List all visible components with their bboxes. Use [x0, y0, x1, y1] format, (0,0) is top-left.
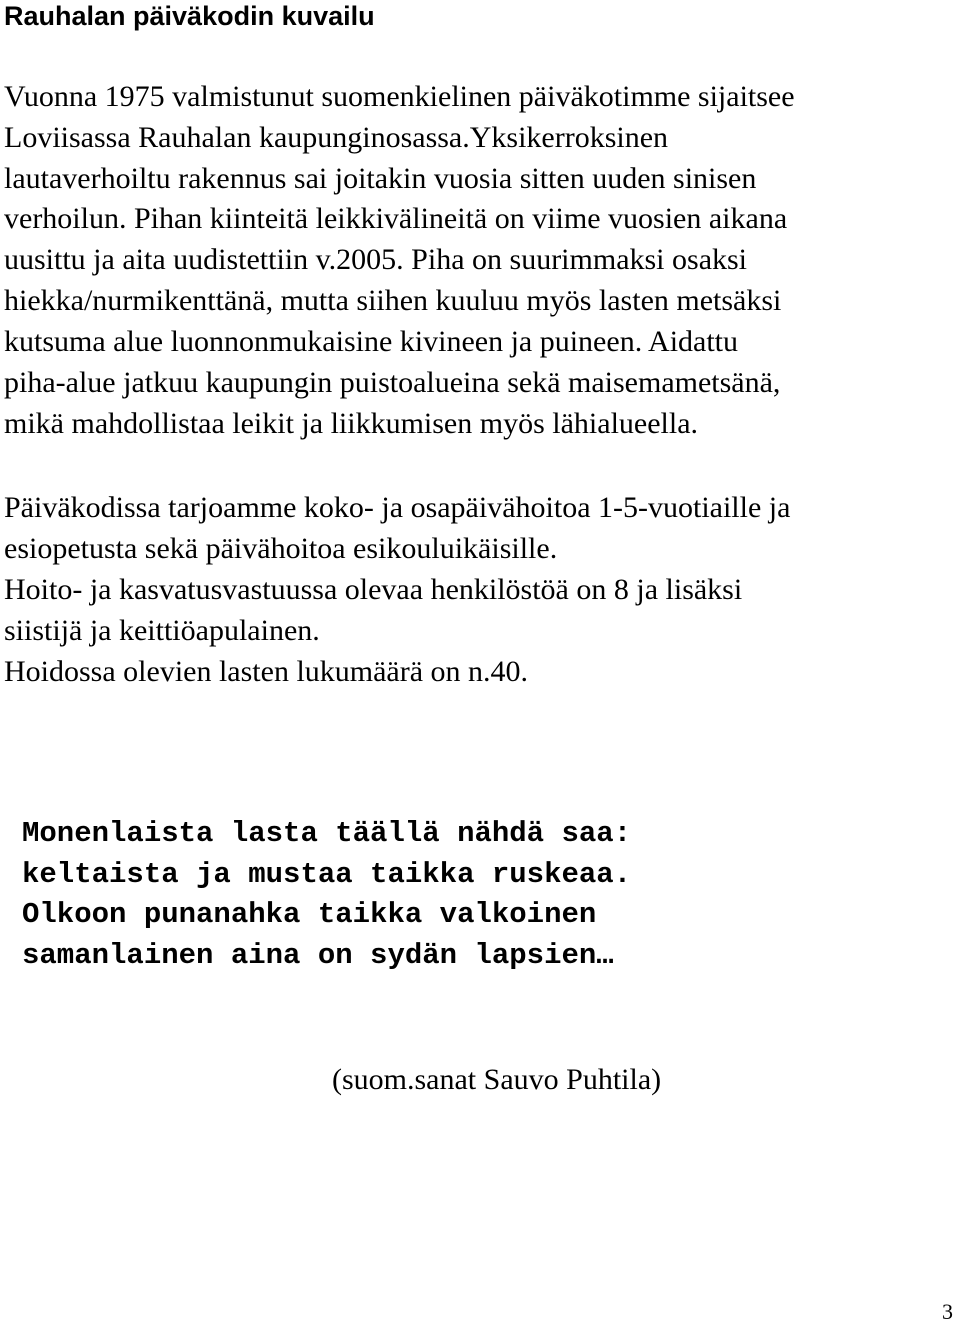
- text-line: hiekka/nurmikenttänä, mutta siihen kuuluu myös lasten metsäksi: [4, 284, 782, 317]
- text-line: Hoito- ja kasvatusvastuussa olevaa henkilöstöä on 8 ja lisäksi: [4, 573, 743, 606]
- poem-line: Olkoon punanahka taikka valkoinen: [22, 898, 597, 931]
- poem-line: keltaista ja mustaa taikka ruskeaa.: [22, 858, 632, 891]
- text-line: Vuonna 1975 valmistunut suomenkielinen päiväkotimme sijaitsee: [4, 80, 795, 113]
- text-line: Päiväkodissa tarjoamme koko- ja osapäivähoitoa 1-5-vuotiaille ja: [4, 491, 791, 524]
- poem-credit: (suom.sanat Sauvo Puhtila): [332, 1063, 662, 1096]
- text-line: mikä mahdollistaa leikit ja liikkumisen myös lähialueella.: [4, 407, 699, 440]
- text-line: kutsuma alue luonnonmukaisine kivineen ja puineen. Aidattu: [4, 325, 739, 358]
- poem-line: Monenlaista lasta täällä nähdä saa:: [22, 817, 632, 850]
- page-number: 3: [942, 1299, 953, 1324]
- text-line: esiopetusta sekä päivähoitoa esikouluikäisille.: [4, 532, 558, 565]
- text-line: piha-alue jatkuu kaupungin puistoalueina sekä maisemametsänä,: [4, 366, 781, 399]
- poem-line: samanlainen aina on sydän lapsien…: [22, 939, 614, 972]
- text-line: uusittu ja aita uudistettiin v.2005. Piha on suurimmaksi osaksi: [4, 243, 748, 276]
- text-line: Hoidossa olevien lasten lukumäärä on n.40.: [4, 655, 529, 688]
- page-title: Rauhalan päiväkodin kuvailu: [4, 1, 375, 31]
- text-line: verhoilun. Pihan kiinteitä leikkivälineitä on viime vuosien aikana: [4, 202, 788, 235]
- text-line: siistijä ja keittiöapulainen.: [4, 614, 320, 647]
- text-line: Loviisassa Rauhalan kaupunginosassa.Yksikerroksinen: [4, 121, 669, 154]
- text-line: lautaverhoiltu rakennus sai joitakin vuosia sitten uuden sinisen: [4, 162, 757, 195]
